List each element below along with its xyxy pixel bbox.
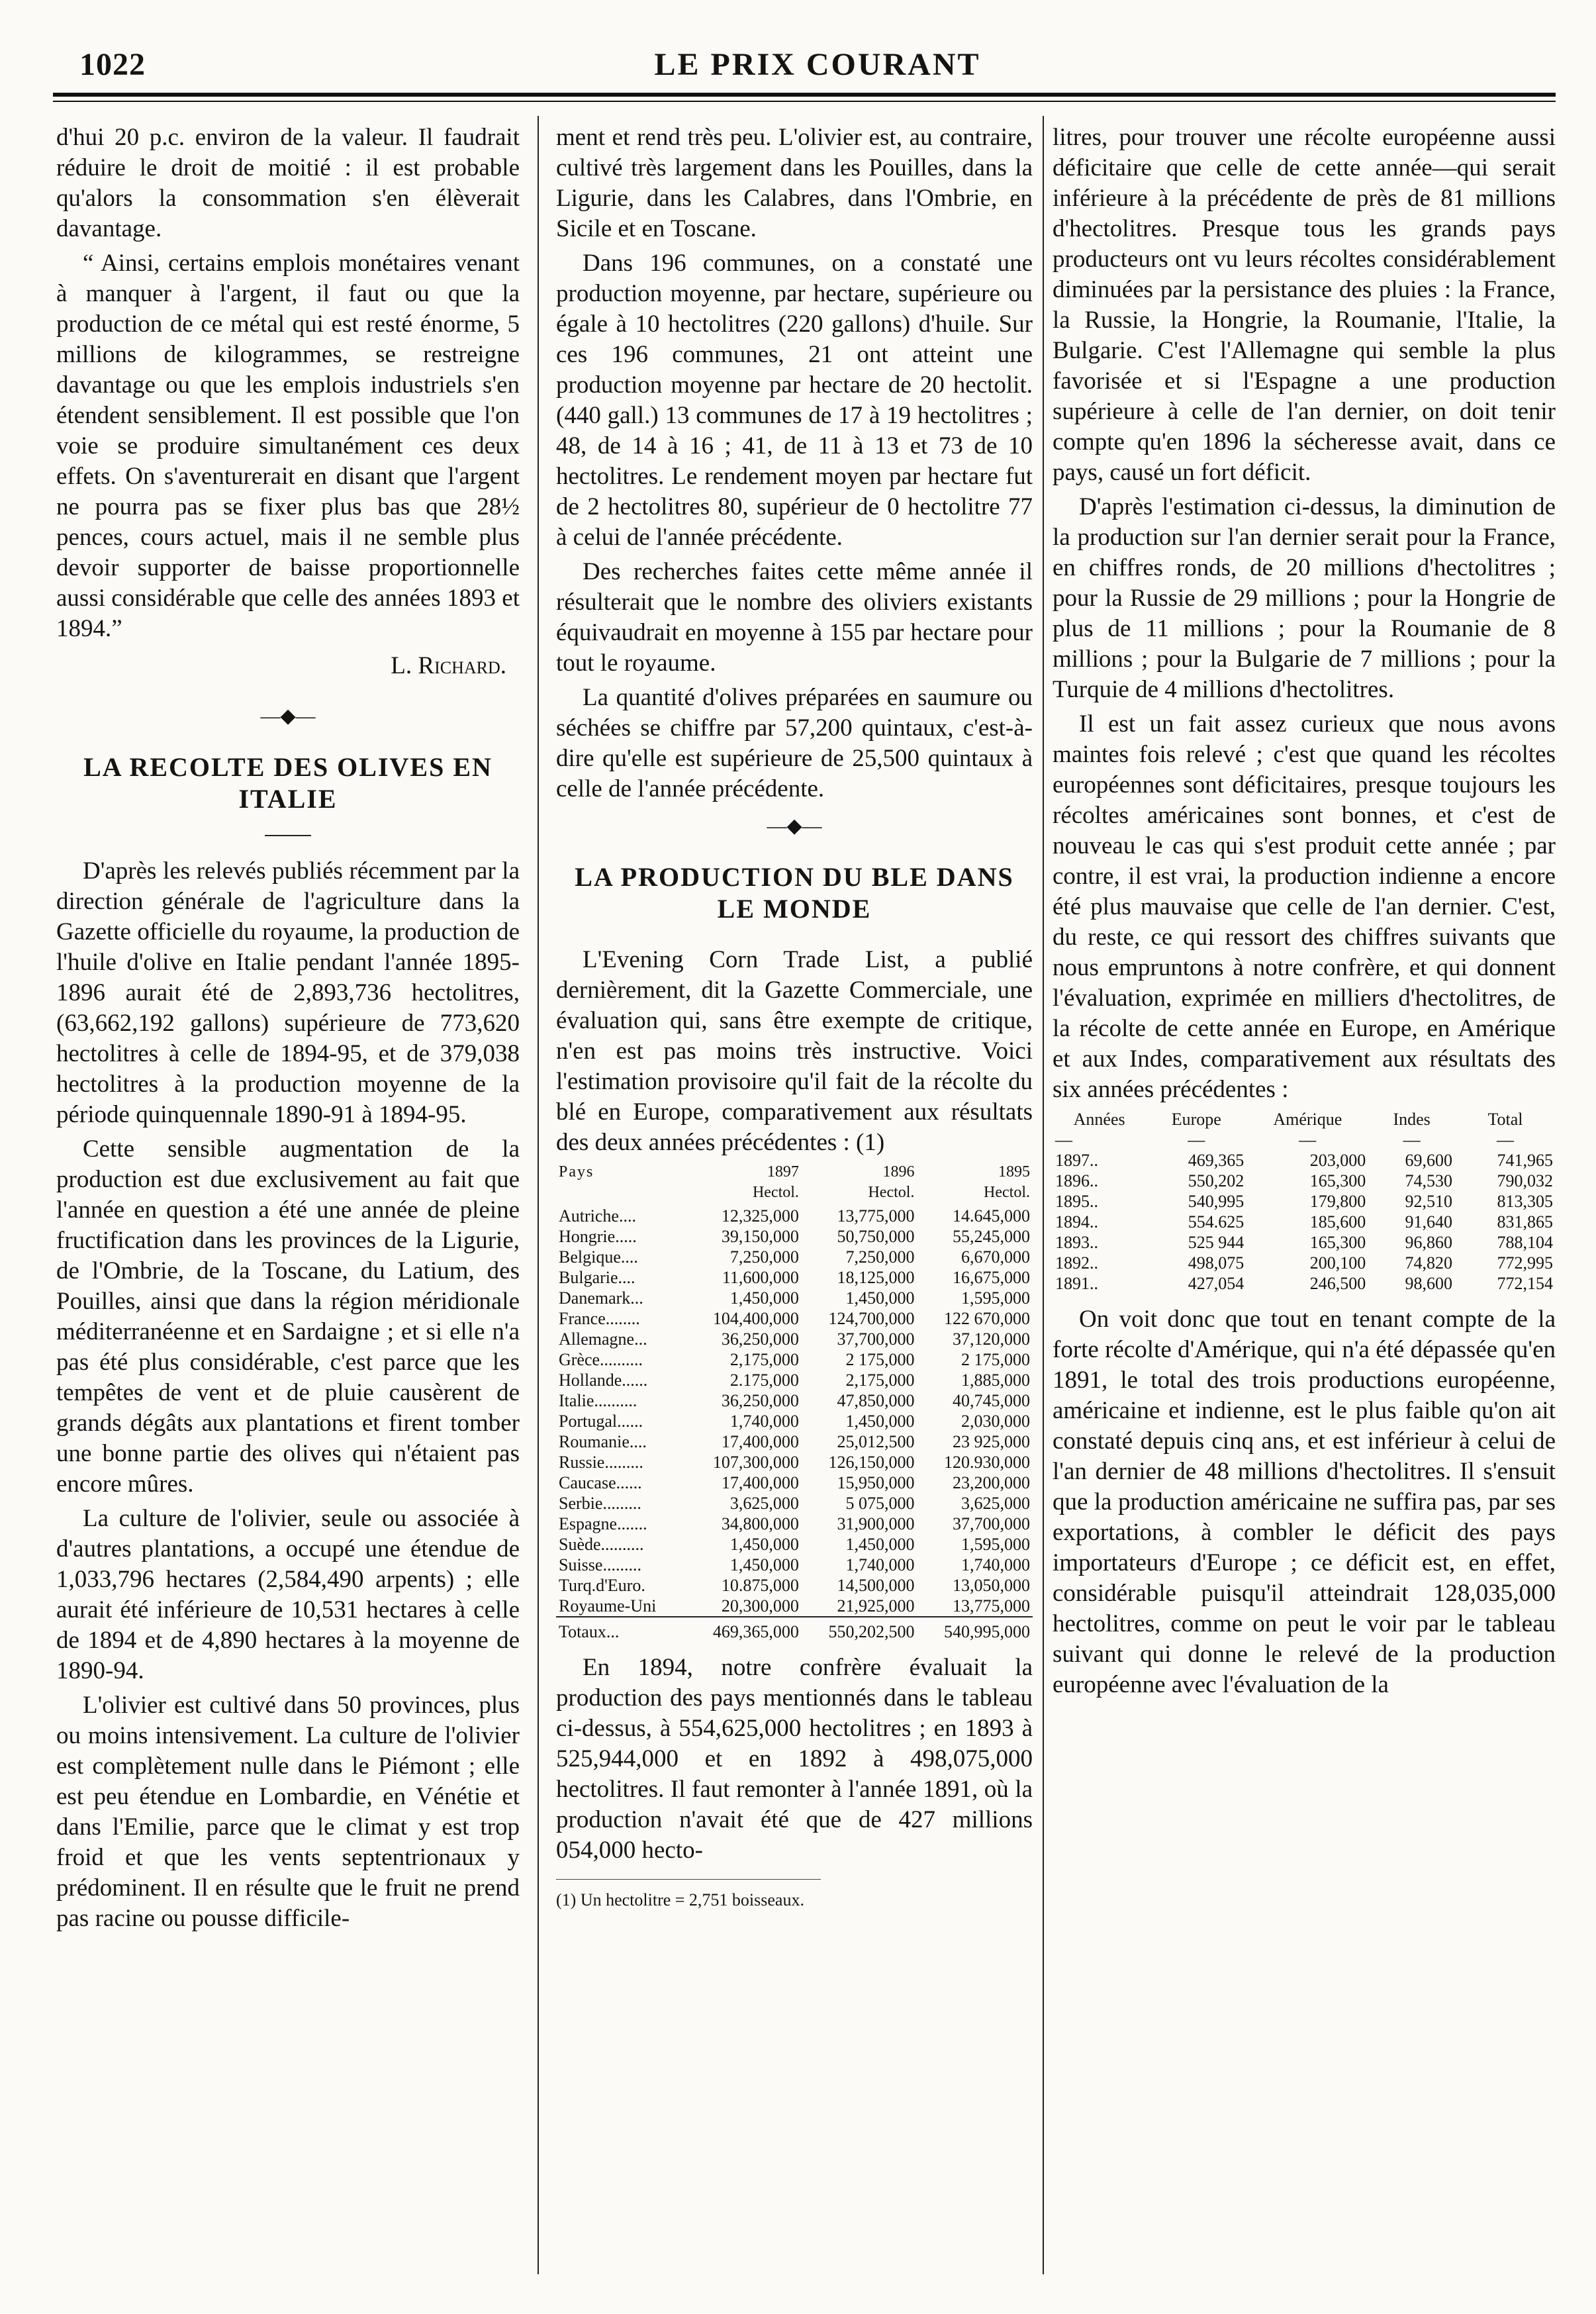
table-cell: 179,800 bbox=[1309, 1192, 1366, 1211]
table-cell: Totaux... bbox=[556, 1617, 686, 1642]
table-cell: 2 175,000 bbox=[845, 1350, 915, 1369]
table-cell: 17,400,000 bbox=[721, 1473, 799, 1492]
table-row bbox=[556, 1370, 1033, 1390]
dash-row: — — — — — bbox=[1055, 1130, 1514, 1149]
table-cell: 1,450,000 bbox=[845, 1535, 915, 1554]
table-cell: Bulgarie.... bbox=[559, 1268, 635, 1287]
author-signature: L. Richard. bbox=[391, 652, 506, 679]
table-cell: 469,365 bbox=[1188, 1151, 1244, 1170]
table-cell: 126,150,000 bbox=[828, 1453, 915, 1472]
table-cell: 37,700,000 bbox=[837, 1329, 915, 1349]
paragraph: D'après les relevés publiés récemment par la direction générale de l'agriculture dans la Gazette officielle du royaume, la production de l'huile d'olive en Italie pendant l'année 1895-1896 aurait été de 2,893,736 hectolitres, (63,662,192 gallons) supérieure de 773,620 hectolitres à celle de 1894-95, et de 379,038 hectolitres à la production moyenne de la période quinquennale 1890-91 à 1894-95. bbox=[56, 857, 520, 1128]
separator-ornament: —◆— bbox=[260, 705, 316, 727]
table-cell: 6,670,000 bbox=[961, 1247, 1030, 1267]
table-cell: 3,625,000 bbox=[729, 1494, 799, 1513]
table-cell: 246,500 bbox=[1309, 1274, 1366, 1293]
table-cell: 498,075 bbox=[1188, 1253, 1244, 1273]
table-cell: Italie.......... bbox=[559, 1391, 637, 1410]
table-cell: 91,640 bbox=[1405, 1212, 1452, 1231]
table-header: 1897 bbox=[767, 1163, 799, 1181]
table-cell: 1,595,000 bbox=[961, 1535, 1030, 1554]
table-header: Total bbox=[1487, 1110, 1523, 1129]
table-cell: 74,530 bbox=[1405, 1171, 1452, 1190]
table-row bbox=[1053, 1232, 1556, 1253]
table-header: Amérique bbox=[1273, 1110, 1342, 1129]
table-cell: 165,300 bbox=[1309, 1233, 1366, 1252]
paragraph: d'hui 20 p.c. environ de la valeur. Il faudrait réduire le droit de moitié : il est probable qu'alors la consommation s'en élèverait davantage. bbox=[56, 124, 520, 242]
table-cell: 18,125,000 bbox=[837, 1268, 915, 1287]
table-cell: 3,625,000 bbox=[961, 1494, 1030, 1513]
unit-label: Hectol. bbox=[984, 1184, 1030, 1201]
table-cell: 185,600 bbox=[1309, 1212, 1366, 1231]
table-cell: Grèce.......... bbox=[559, 1350, 643, 1369]
table-cell: 2.175,000 bbox=[729, 1371, 799, 1390]
table-cell: 74,820 bbox=[1405, 1253, 1452, 1273]
table-cell: 96,860 bbox=[1405, 1233, 1452, 1252]
table-cell: 20,300,000 bbox=[721, 1596, 799, 1615]
table-cell: 1,740,000 bbox=[729, 1412, 799, 1431]
table-row bbox=[556, 1472, 1033, 1493]
table-row bbox=[556, 1534, 1033, 1555]
table-row bbox=[556, 1452, 1033, 1472]
table-cell: 831,865 bbox=[1497, 1212, 1553, 1231]
table-cell: 12,325,000 bbox=[721, 1206, 799, 1226]
table-cell: 120.930,000 bbox=[944, 1453, 1030, 1472]
table-row bbox=[556, 1596, 1033, 1617]
table-row bbox=[1053, 1171, 1556, 1191]
table-cell: 790,032 bbox=[1497, 1171, 1553, 1190]
table-cell: 813,305 bbox=[1497, 1192, 1553, 1211]
table-row bbox=[1053, 1273, 1556, 1294]
paragraph: On voit donc que tout en tenant compte de la forte récolte d'Amérique, qui n'a été dépassée qu'en 1891, le total des trois productions européenne, américaine et indienne, est le plus faible qu'on ait constaté depuis cinq ans, et est inférieur à celui de l'an dernier de 48 millions d'hectolitres. Il s'ensuit que la production américaine ne suffira pas, par ses exportations, à combler le déficit des pays importateurs d'Europe ; ce déficit est, en effet, considérable puisqu'il atteindrait 128,035,000 hectolitres, comme on peut le voir par le tableau suivant qui donne le relevé de la production européenne avec l'évaluation de la bbox=[1053, 1306, 1556, 1698]
table-cell: 741,965 bbox=[1497, 1151, 1553, 1170]
table-row bbox=[556, 1431, 1033, 1452]
table-cell: 107,300,000 bbox=[712, 1453, 799, 1472]
table-cell: 550,202,500 bbox=[802, 1617, 917, 1642]
column-1 bbox=[56, 122, 520, 2288]
table-cell: 1,885,000 bbox=[961, 1371, 1030, 1390]
table-cell: 550,202 bbox=[1188, 1171, 1244, 1190]
table-cell: 554.625 bbox=[1188, 1212, 1244, 1231]
paragraph: litres, pour trouver une récolte européenne aussi déficitaire que celle de cette année—qui serait inférieure à la précédente de près de 81 millions d'hectolitres. Presque tous les grands pays producteurs ont vu leurs récoltes considérablement diminuées par la persistance des pluies : la France, la Russie, la Hongrie, la Roumanie, l'Italie, la Bulgarie. C'est l'Allemagne qui semble la plus favorisée et si l'Espagne a une production supérieure à celle de l'an dernier, on doit tenir compte qu'en 1896 la sécheresse avait, dans ce pays, causé un fort déficit. bbox=[1053, 124, 1556, 486]
table-header: 1896 bbox=[882, 1163, 915, 1181]
article-headline-olives: LA RECOLTE DES OLIVES EN ITALIE bbox=[83, 752, 493, 814]
table-cell: 2,175,000 bbox=[845, 1371, 915, 1390]
table-cell: 14.645,000 bbox=[953, 1206, 1030, 1226]
table-row bbox=[556, 1349, 1033, 1370]
paragraph: “ Ainsi, certains emplois monétaires venant à manquer à l'argent, il faut ou que la production de ce métal qui est resté énorme, 5 millions de kilogrammes, se restreigne davantage ou que les emplois industriels s'en étendent sensiblement. Il est possible que l'on voie se produire simultanément ces deux effets. On s'aventurerait en disant que l'argent ne pourra pas se fixer plus bas que 28½ pences, cours actuel, mais il ne semble plus devoir supporter de baisse proportionnelle aussi considérable que celle des années 1893 et 1894.” bbox=[56, 250, 520, 642]
table-cell: 13,775,000 bbox=[837, 1206, 915, 1226]
table-cell: 17,400,000 bbox=[721, 1432, 799, 1451]
table-header: Années bbox=[1073, 1110, 1125, 1129]
table-cell: 25,012,500 bbox=[837, 1432, 915, 1451]
table-row bbox=[556, 1514, 1033, 1534]
table-cell: 772,995 bbox=[1497, 1253, 1553, 1273]
table-row bbox=[556, 1411, 1033, 1431]
table-row bbox=[556, 1390, 1033, 1411]
table-header: Pays bbox=[559, 1163, 594, 1181]
table-cell: Allemagne... bbox=[559, 1329, 647, 1349]
table-cell: 16,675,000 bbox=[953, 1268, 1030, 1287]
table-cell: 34,800,000 bbox=[721, 1514, 799, 1533]
paragraph: L'Evening Corn Trade List, a publié dernièrement, dit la Gazette Commerciale, une évaluation qui, sans être exempte de critique, n'en est pas moins très instructive. Voici l'estimation provisoire qu'il fait de la récolte du blé en Europe, comparativement aux résultats des deux années précédentes : (1) bbox=[556, 946, 1033, 1156]
table-row bbox=[556, 1206, 1033, 1226]
table-row bbox=[1053, 1191, 1556, 1212]
table-cell: 124,700,000 bbox=[828, 1309, 915, 1328]
table-row bbox=[556, 1267, 1033, 1288]
table-cell: 104,400,000 bbox=[712, 1309, 799, 1328]
table-row bbox=[556, 1493, 1033, 1514]
page-number: 1022 bbox=[79, 47, 146, 82]
paragraph: Des recherches faites cette même année il résulterait que le nombre des oliviers existants équivaudrait en moyenne à 155 par hectare pour tout le royaume. bbox=[556, 558, 1033, 677]
table-cell: 469,365,000 bbox=[686, 1617, 802, 1642]
table-header: Europe bbox=[1171, 1110, 1221, 1129]
table-row bbox=[556, 1288, 1033, 1308]
table-cell: 37,120,000 bbox=[953, 1329, 1030, 1349]
header-rule-thin bbox=[53, 101, 1556, 102]
table-cell: Turq.d'Euro. bbox=[559, 1576, 645, 1595]
footnote: (1) Un hectolitre = 2,751 boisseaux. bbox=[556, 1879, 821, 1915]
journal-title: LE PRIX COURANT bbox=[654, 47, 981, 82]
table-cell: 13,775,000 bbox=[953, 1596, 1030, 1615]
table-cell: 1897.. bbox=[1055, 1151, 1098, 1170]
table-cell: 1,450,000 bbox=[729, 1535, 799, 1554]
table-cell: 15,950,000 bbox=[837, 1473, 915, 1492]
table-cell: 98,600 bbox=[1405, 1274, 1452, 1293]
table-cell: 11,600,000 bbox=[722, 1268, 799, 1287]
paragraph: Cette sensible augmentation de la production est due exclusivement au fait que l'année en question a été une année de pleine fructification dans les provinces de la Ligurie, de l'Ombrie, de la Toscane, du Latium, des Pouilles, ainsi que dans la région méridionale méditerranéenne et en Sardaigne ; et si elle n'a pas été plus considérable, c'est parce que les tempêtes de vent et de pluie causèrent de grands dégâts aux plantations et firent tomber une bonne partie des olives qui n'étaient pas encore mûres. bbox=[56, 1135, 520, 1498]
table-cell: 23,200,000 bbox=[953, 1473, 1030, 1492]
table-cell: France........ bbox=[559, 1309, 640, 1328]
column-2 bbox=[556, 122, 1033, 2288]
table-cell: 165,300 bbox=[1309, 1171, 1366, 1190]
paragraph: L'olivier est cultivé dans 50 provinces, plus ou moins intensivement. La culture de l'olivier est complètement nulle dans le Piémont ; elle est peu étendue en Lombardie, en Vénétie et dans l'Emilie, parce que le climat y est trop froid et que les vents septentrionaux y prédominent. Il en résulte que le fruit ne prend pas racine ou pousse difficile- bbox=[56, 1692, 520, 1932]
table-cell: 1,450,000 bbox=[845, 1412, 915, 1431]
table-cell: 1892.. bbox=[1055, 1253, 1098, 1273]
table-cell: 1,740,000 bbox=[961, 1555, 1030, 1574]
table-cell: 2 175,000 bbox=[961, 1350, 1030, 1369]
unit-label: Hectol. bbox=[752, 1184, 799, 1201]
column-3 bbox=[1053, 122, 1556, 2288]
table-cell: 1891.. bbox=[1055, 1274, 1098, 1293]
table-cell: Espagne....... bbox=[559, 1514, 647, 1533]
table-cell: 1,740,000 bbox=[845, 1555, 915, 1574]
table-cell: Belgique.... bbox=[559, 1247, 638, 1267]
table-cell: 788,104 bbox=[1497, 1233, 1553, 1252]
table-row bbox=[556, 1575, 1033, 1596]
table-cell: 2,030,000 bbox=[961, 1412, 1030, 1431]
column-divider bbox=[1043, 116, 1044, 2274]
wheat-totals-table bbox=[1053, 1109, 1556, 1294]
table-cell: Royaume-Uni bbox=[559, 1596, 657, 1615]
table-cell: 92,510 bbox=[1405, 1192, 1452, 1211]
table-cell: Danemark... bbox=[559, 1288, 643, 1308]
table-cell: 10.875,000 bbox=[721, 1576, 799, 1595]
table-cell: 1896.. bbox=[1055, 1171, 1098, 1190]
table-cell: Suède.......... bbox=[559, 1535, 644, 1554]
table-cell: 14,500,000 bbox=[837, 1576, 915, 1595]
table-row bbox=[556, 1226, 1033, 1247]
table-cell: 7,250,000 bbox=[729, 1247, 799, 1267]
table-row bbox=[1053, 1253, 1556, 1273]
table-cell: 1,450,000 bbox=[845, 1288, 915, 1308]
table-cell: 200,100 bbox=[1309, 1253, 1366, 1273]
paragraph: En 1894, notre confrère évaluait la production des pays mentionnés dans le tableau ci-dessus, à 554,625,000 hectolitres ; en 1893 à 525,944,000 et en 1892 à 498,075,000 hectolitres. Il faut remonter à l'année 1891, où la production n'avait été que de 427 millions 054,000 hecto- bbox=[556, 1654, 1033, 1864]
paragraph: Il est un fait assez curieux que nous avons maintes fois relevé ; c'est que quand les récoltes européennes sont déficitaires, presque toujours les récoltes américaines sont bonnes, et c'est de nouveau le cas qui s'est produit cette année ; par contre, il est vrai, la production indienne a encore été plus mauvaise que celle de l'an dernier. C'est, du reste, ce qui ressort des chiffres suivants que nous empruntons à notre confrère, et qui donnent l'évaluation, exprimée en milliers d'hectolitres, de la récolte de cette année en Europe, en Amérique et aux Indes, comparativement aux résultats des six années précédentes : bbox=[1053, 710, 1556, 1103]
unit-label bbox=[556, 1182, 686, 1206]
separator-rule bbox=[265, 835, 311, 836]
table-cell: Roumanie.... bbox=[559, 1432, 647, 1451]
table-cell: 7,250,000 bbox=[845, 1247, 915, 1267]
table-cell: 13,050,000 bbox=[953, 1576, 1030, 1595]
page-header bbox=[79, 40, 1556, 93]
table-cell: 427,054 bbox=[1188, 1274, 1244, 1293]
header-rule bbox=[53, 93, 1556, 97]
paragraph: La quantité d'olives préparées en saumure ou séchées se chiffre par 57,200 quintaux, c'est-à-dire qu'elle est supérieure de 25,500 quintaux à celle de l'année précédente. bbox=[556, 684, 1033, 802]
table-cell: 55,245,000 bbox=[953, 1227, 1030, 1246]
paragraph: D'après l'estimation ci-dessus, la diminution de la production sur l'an dernier serait pour la France, en chiffres ronds, de 20 millions d'hectolitres ; pour la Russie de 29 millions ; pour la Hongrie de plus de 11 millions ; pour la Roumanie de 8 millions ; pour la Bulgarie de 7 millions ; pour la Turquie de 4 millions d'hectolitres. bbox=[1053, 493, 1556, 703]
table-cell: 21,925,000 bbox=[837, 1596, 915, 1615]
separator-ornament: —◆— bbox=[767, 815, 822, 837]
table-cell: 1894.. bbox=[1055, 1212, 1098, 1231]
table-header: Indes bbox=[1393, 1110, 1431, 1129]
table-cell: 23 925,000 bbox=[953, 1432, 1030, 1451]
table-cell: 69,600 bbox=[1405, 1151, 1452, 1170]
table-cell: 540,995 bbox=[1188, 1192, 1244, 1211]
table-cell: 36,250,000 bbox=[721, 1329, 799, 1349]
table-cell: 1,450,000 bbox=[729, 1555, 799, 1574]
table-cell: 203,000 bbox=[1309, 1151, 1366, 1170]
table-cell: 39,150,000 bbox=[721, 1227, 799, 1246]
table-cell: Hollande...... bbox=[559, 1371, 648, 1390]
table-cell: Serbie......... bbox=[559, 1494, 641, 1513]
column-divider bbox=[538, 116, 539, 2274]
article-headline-wheat: LA PRODUCTION DU BLE DANS LE MONDE bbox=[575, 862, 1014, 924]
table-cell: 772,154 bbox=[1497, 1274, 1553, 1293]
table-row bbox=[556, 1329, 1033, 1349]
paragraph: Dans 196 communes, on a constaté une production moyenne, par hectare, supérieure ou égale à 10 hectolitres (220 gallons) d'huile. Sur ces 196 communes, 21 ont atteint une production moyenne par hectare de 20 hectolit. (440 gall.) 13 communes de 17 à 19 hectolitres ; 48, de 14 à 16 ; 41, de 11 à 13 et 73 de 10 hectolitres. Le rendement moyen par hectare fut de 2 hectolitres 80, supérieur de 0 hectolitre 77 à celui de l'année précédente. bbox=[556, 250, 1033, 551]
table-cell: 31,900,000 bbox=[837, 1514, 915, 1533]
table-cell: 1,450,000 bbox=[729, 1288, 799, 1308]
table-cell: Autriche.... bbox=[559, 1206, 636, 1226]
table-cell: 47,850,000 bbox=[837, 1391, 915, 1410]
table-cell: Caucase...... bbox=[559, 1473, 642, 1492]
table-row bbox=[556, 1247, 1033, 1267]
table-cell: 1895.. bbox=[1055, 1192, 1098, 1211]
table-header: 1895 bbox=[998, 1163, 1030, 1181]
table-row bbox=[556, 1308, 1033, 1329]
table-cell: 50,750,000 bbox=[837, 1227, 915, 1246]
paragraph: ment et rend très peu. L'olivier est, au contraire, cultivé très largement dans les Pouilles, dans la Ligurie, dans les Calabres, dans l'Ombrie, en Sicile et en Toscane. bbox=[556, 124, 1033, 242]
table-cell: 1893.. bbox=[1055, 1233, 1098, 1252]
table-cell: Russie......... bbox=[559, 1453, 643, 1472]
table-cell: Hongrie..... bbox=[559, 1227, 637, 1246]
table-cell: 540,995,000 bbox=[917, 1617, 1033, 1642]
table-cell: 1,595,000 bbox=[961, 1288, 1030, 1308]
table-cell: 36,250,000 bbox=[721, 1391, 799, 1410]
unit-label: Hectol. bbox=[868, 1184, 915, 1201]
table-cell: 525 944 bbox=[1188, 1233, 1244, 1252]
table-cell: 2,175,000 bbox=[729, 1350, 799, 1369]
table-cell: 122 670,000 bbox=[944, 1309, 1030, 1328]
table-cell: 5 075,000 bbox=[845, 1494, 915, 1513]
table-row bbox=[1053, 1150, 1556, 1171]
table-row bbox=[556, 1555, 1033, 1575]
table-cell: Suisse......... bbox=[559, 1555, 641, 1574]
table-cell: Portugal...... bbox=[559, 1412, 643, 1431]
table-cell: 37,700,000 bbox=[953, 1514, 1030, 1533]
table-row bbox=[1053, 1212, 1556, 1232]
table-cell: 40,745,000 bbox=[953, 1391, 1030, 1410]
wheat-production-table bbox=[556, 1162, 1033, 1642]
paragraph: La culture de l'olivier, seule ou associée à d'autres plantations, a occupé une étendue de 1,033,796 hectares (2,584,490 arpents) ; elle aurait été inférieure de 10,531 hectares à celle de 1894 et de 4,890 hectares à la moyenne de 1890-94. bbox=[56, 1505, 520, 1684]
table-total-row bbox=[556, 1617, 1033, 1642]
